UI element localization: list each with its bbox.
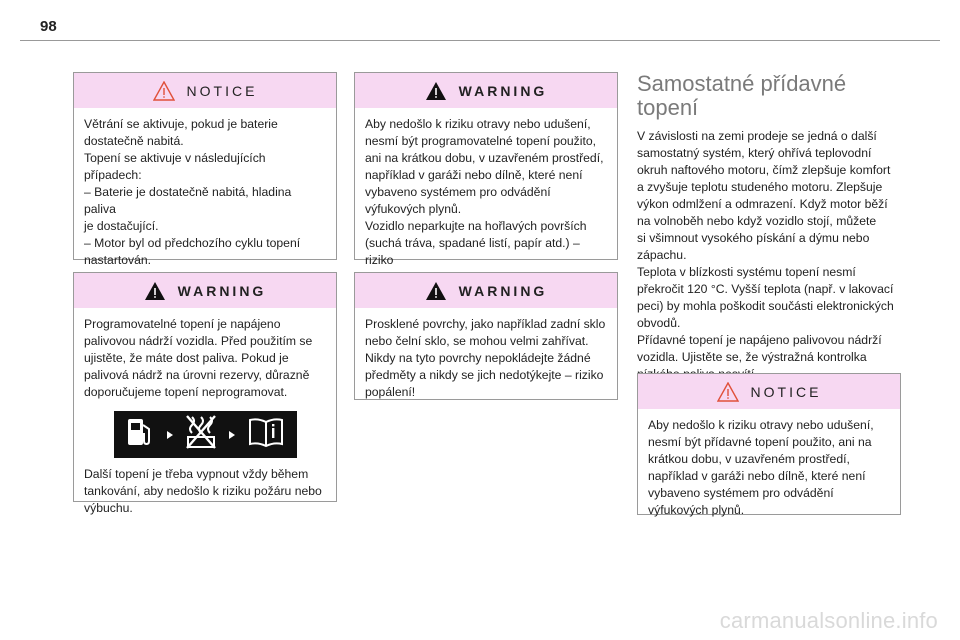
warning-header	[74, 273, 336, 308]
warning-text-after: Další topení je třeba vypnout vždy během tankování, aby nedošlo k riziku požáru nebo výbuchu.	[84, 467, 322, 515]
page-number: 98	[40, 18, 57, 35]
notice-text: Větrání se aktivuje, pokud je baterie dostatečně nabitá. Topení se aktivuje v následujících případech: – Baterie je dostatečně nabitá, hladina paliva je dostačující. – Motor byl od předchozího cyklu topení nastartován.	[84, 117, 301, 267]
notice-header	[74, 73, 336, 108]
notice-triangle-icon	[717, 382, 739, 402]
warning-box-exhaust	[354, 72, 618, 267]
arrow-icon	[167, 431, 173, 439]
section-title: Samostatné přídavné topení	[637, 71, 847, 120]
warning-triangle-icon	[144, 281, 166, 301]
notice-title: NOTICE	[750, 383, 822, 400]
warning-text: Programovatelné topení je napájeno palivovou nádrží vozidla. Před použitím se ujistěte, že máte dost paliva. Pokud je palivová nádrž na úrovni rezervy, důrazně doporučujeme topení neprogramovat.	[84, 317, 313, 399]
manual-book-icon	[247, 416, 285, 453]
heater-off-icon	[184, 413, 218, 456]
notice-triangle-icon	[153, 81, 175, 101]
warning-title: WARNING	[458, 282, 548, 299]
notice-box	[73, 72, 337, 267]
warning-title: WARNING	[458, 82, 548, 99]
warning-box	[73, 272, 337, 515]
warning-text: Prosklené povrchy, jako například zadní sklo nebo čelní sklo, se mohou velmi zahřívat. Nikdy na tyto povrchy nepokládejte žádné předměty a nikdy se jich nedotýkejte – riziko popálení!	[365, 317, 606, 399]
warning-triangle-icon	[425, 81, 447, 101]
notice-header	[638, 374, 900, 409]
notice-box-auxiliary	[637, 373, 901, 515]
warning-header	[355, 73, 617, 108]
section-text: V závislosti na zemi prodeje se jedná o další samostatný systém, který ohřívá teplovodní okruh naftového motoru, čímž zlepšuje komfort a zvyšuje teplotu studeného motoru. Zlepšuje výkon odmlžení a odmrazení. Když motor běží na volnoběh nebo když vozidlo stojí, můžete si všimnout vysokého pískání a dýmu nebo zápachu. Teplota v blízkosti systému topení nesmí překročit 120 °C. Vyšší teplota (např. v lakovací peci) by mohla poškodit součásti elektronických obvodů. Přídavné topení je napájeno palivovou nádrží vozidla. Ujistěte se, že výstražná kontrolka	[637, 129, 894, 364]
symbol-strip	[114, 411, 297, 458]
top-divider	[20, 40, 940, 41]
notice-text: Aby nedošlo k riziku otravy nebo udušení, nesmí být přídavné topení použito, ani na krátkou dobu, v uzavřeném prostředí, například v garáži nebo dílně, které není vybaveno systémem pro odvádění výfukových plynů.	[648, 418, 874, 517]
arrow-icon	[229, 431, 235, 439]
warning-title: WARNING	[177, 282, 267, 299]
warning-header	[355, 273, 617, 308]
notice-title: NOTICE	[186, 82, 258, 99]
warning-text: Aby nedošlo k riziku otravy nebo udušení, nesmí být programovatelné topení použito, ani na krátkou dobu, v uzavřeném prostředí, například v garáži nebo dílně, které není vybaveno systémem pro odvádění výfukových plynů. Vozidlo neparkujte na hořlavých površích (suchá tráva, spadané listí, papír atd.) – riziko	[365, 117, 604, 267]
warning-box-glass	[354, 272, 618, 400]
fuel-pump-icon	[125, 415, 155, 454]
watermark: carmanualsonline.info	[719, 608, 938, 633]
warning-triangle-icon	[425, 281, 447, 301]
